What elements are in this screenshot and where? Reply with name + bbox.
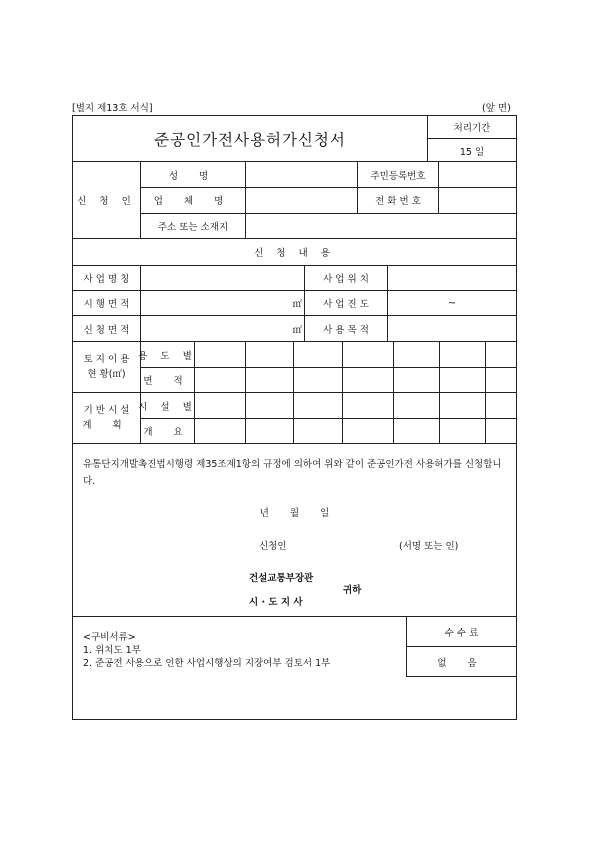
infra-label bbox=[73, 393, 141, 443]
area-unit: ㎡ bbox=[292, 299, 302, 310]
documents-block bbox=[73, 617, 516, 719]
recipient-honorific: 귀하 bbox=[343, 585, 362, 596]
statement-text: 유통단지개발촉진법시행령 제35조제1항의 규정에 의하여 위와 같이 준공인가전 사용허가를 신청합니다. bbox=[83, 459, 502, 487]
project-progress-field[interactable]: ~ bbox=[448, 297, 456, 309]
project-area-field[interactable] bbox=[141, 291, 305, 315]
date-line: 년 월 일 bbox=[259, 508, 330, 519]
purpose-field[interactable] bbox=[388, 316, 516, 341]
name-field[interactable] bbox=[246, 162, 358, 187]
fee-value: 없 음 bbox=[406, 647, 516, 677]
apply-area-unit: ㎡ bbox=[292, 324, 302, 336]
project-area-row bbox=[73, 291, 516, 316]
purpose-label: 사 용 목 적 bbox=[305, 316, 388, 341]
statement-block bbox=[73, 444, 516, 617]
applicant-line-label: 신청인 bbox=[259, 541, 287, 552]
fee-label: 수 수 료 bbox=[406, 617, 516, 647]
land-use-type-label: 용 도 별 bbox=[141, 342, 195, 367]
title-row bbox=[73, 116, 516, 162]
address-label: 주소 또는 소재지 bbox=[141, 213, 246, 239]
project-location-label: 사 업 위 치 bbox=[305, 266, 388, 290]
document-item-1: 1. 위치도 1부 bbox=[83, 645, 141, 656]
signature-mark: (서명 또는 인) bbox=[399, 541, 459, 552]
name-label: 성 명 bbox=[141, 162, 246, 187]
company-label: 업 체 명 bbox=[141, 187, 246, 213]
form-title: 준공인가전사용허가신청서 bbox=[73, 116, 428, 161]
infra-facility-label: 시 설 별 bbox=[141, 393, 195, 418]
land-use-label bbox=[73, 342, 141, 392]
processing-period-value: 15 일 bbox=[459, 146, 485, 158]
processing-period-label: 처리기간 bbox=[428, 116, 516, 139]
phone-label: 전 화 번 호 bbox=[358, 187, 439, 213]
project-name-label: 사 업 명 칭 bbox=[73, 266, 141, 290]
resident-id-label: 주민등록번호 bbox=[358, 162, 439, 187]
land-use-area-label: 면 적 bbox=[141, 367, 195, 393]
address-field[interactable] bbox=[246, 213, 516, 239]
apply-area-field[interactable] bbox=[141, 316, 305, 341]
company-field[interactable] bbox=[246, 187, 358, 213]
application-form bbox=[72, 115, 517, 720]
land-use-block bbox=[73, 342, 516, 393]
infra-label-line1: 기 반 시 설 bbox=[83, 405, 130, 416]
contents-header: 신 청 내 용 bbox=[254, 248, 335, 259]
document-item-2: 2. 준공전 사용으로 인한 사업시행상의 지장여부 검토서 1부 bbox=[83, 658, 331, 669]
land-use-label-line1: 토 지 이 용 bbox=[83, 354, 130, 365]
apply-area-row bbox=[73, 316, 516, 342]
applicant-block bbox=[73, 162, 516, 239]
recipient-governor: 시 · 도 지 사 bbox=[249, 597, 303, 608]
project-area-label: 시 행 면 적 bbox=[73, 291, 141, 315]
infra-block bbox=[73, 393, 516, 444]
project-progress-label: 사 업 진 도 bbox=[305, 291, 388, 315]
documents-header: <구비서류> bbox=[83, 632, 136, 643]
applicant-group-label: 신 청 인 bbox=[73, 162, 141, 238]
project-name-row bbox=[73, 266, 516, 291]
apply-area-label: 신 청 면 적 bbox=[73, 316, 141, 341]
infra-summary-label: 개 요 bbox=[141, 418, 195, 444]
page-side-label: (앞 면) bbox=[482, 103, 511, 114]
contents-header-row bbox=[73, 239, 516, 266]
resident-id-field[interactable] bbox=[439, 162, 516, 187]
project-location-field[interactable] bbox=[388, 266, 516, 290]
phone-field[interactable] bbox=[439, 187, 516, 213]
form-number: [별지 제13호 서식] bbox=[72, 103, 153, 114]
land-use-label-line2: 현 황(㎡) bbox=[87, 369, 126, 380]
infra-label-line2: 계 획 bbox=[82, 420, 131, 431]
recipient-minister: 건설교통부장관 bbox=[249, 573, 314, 584]
project-name-field[interactable] bbox=[141, 266, 305, 290]
